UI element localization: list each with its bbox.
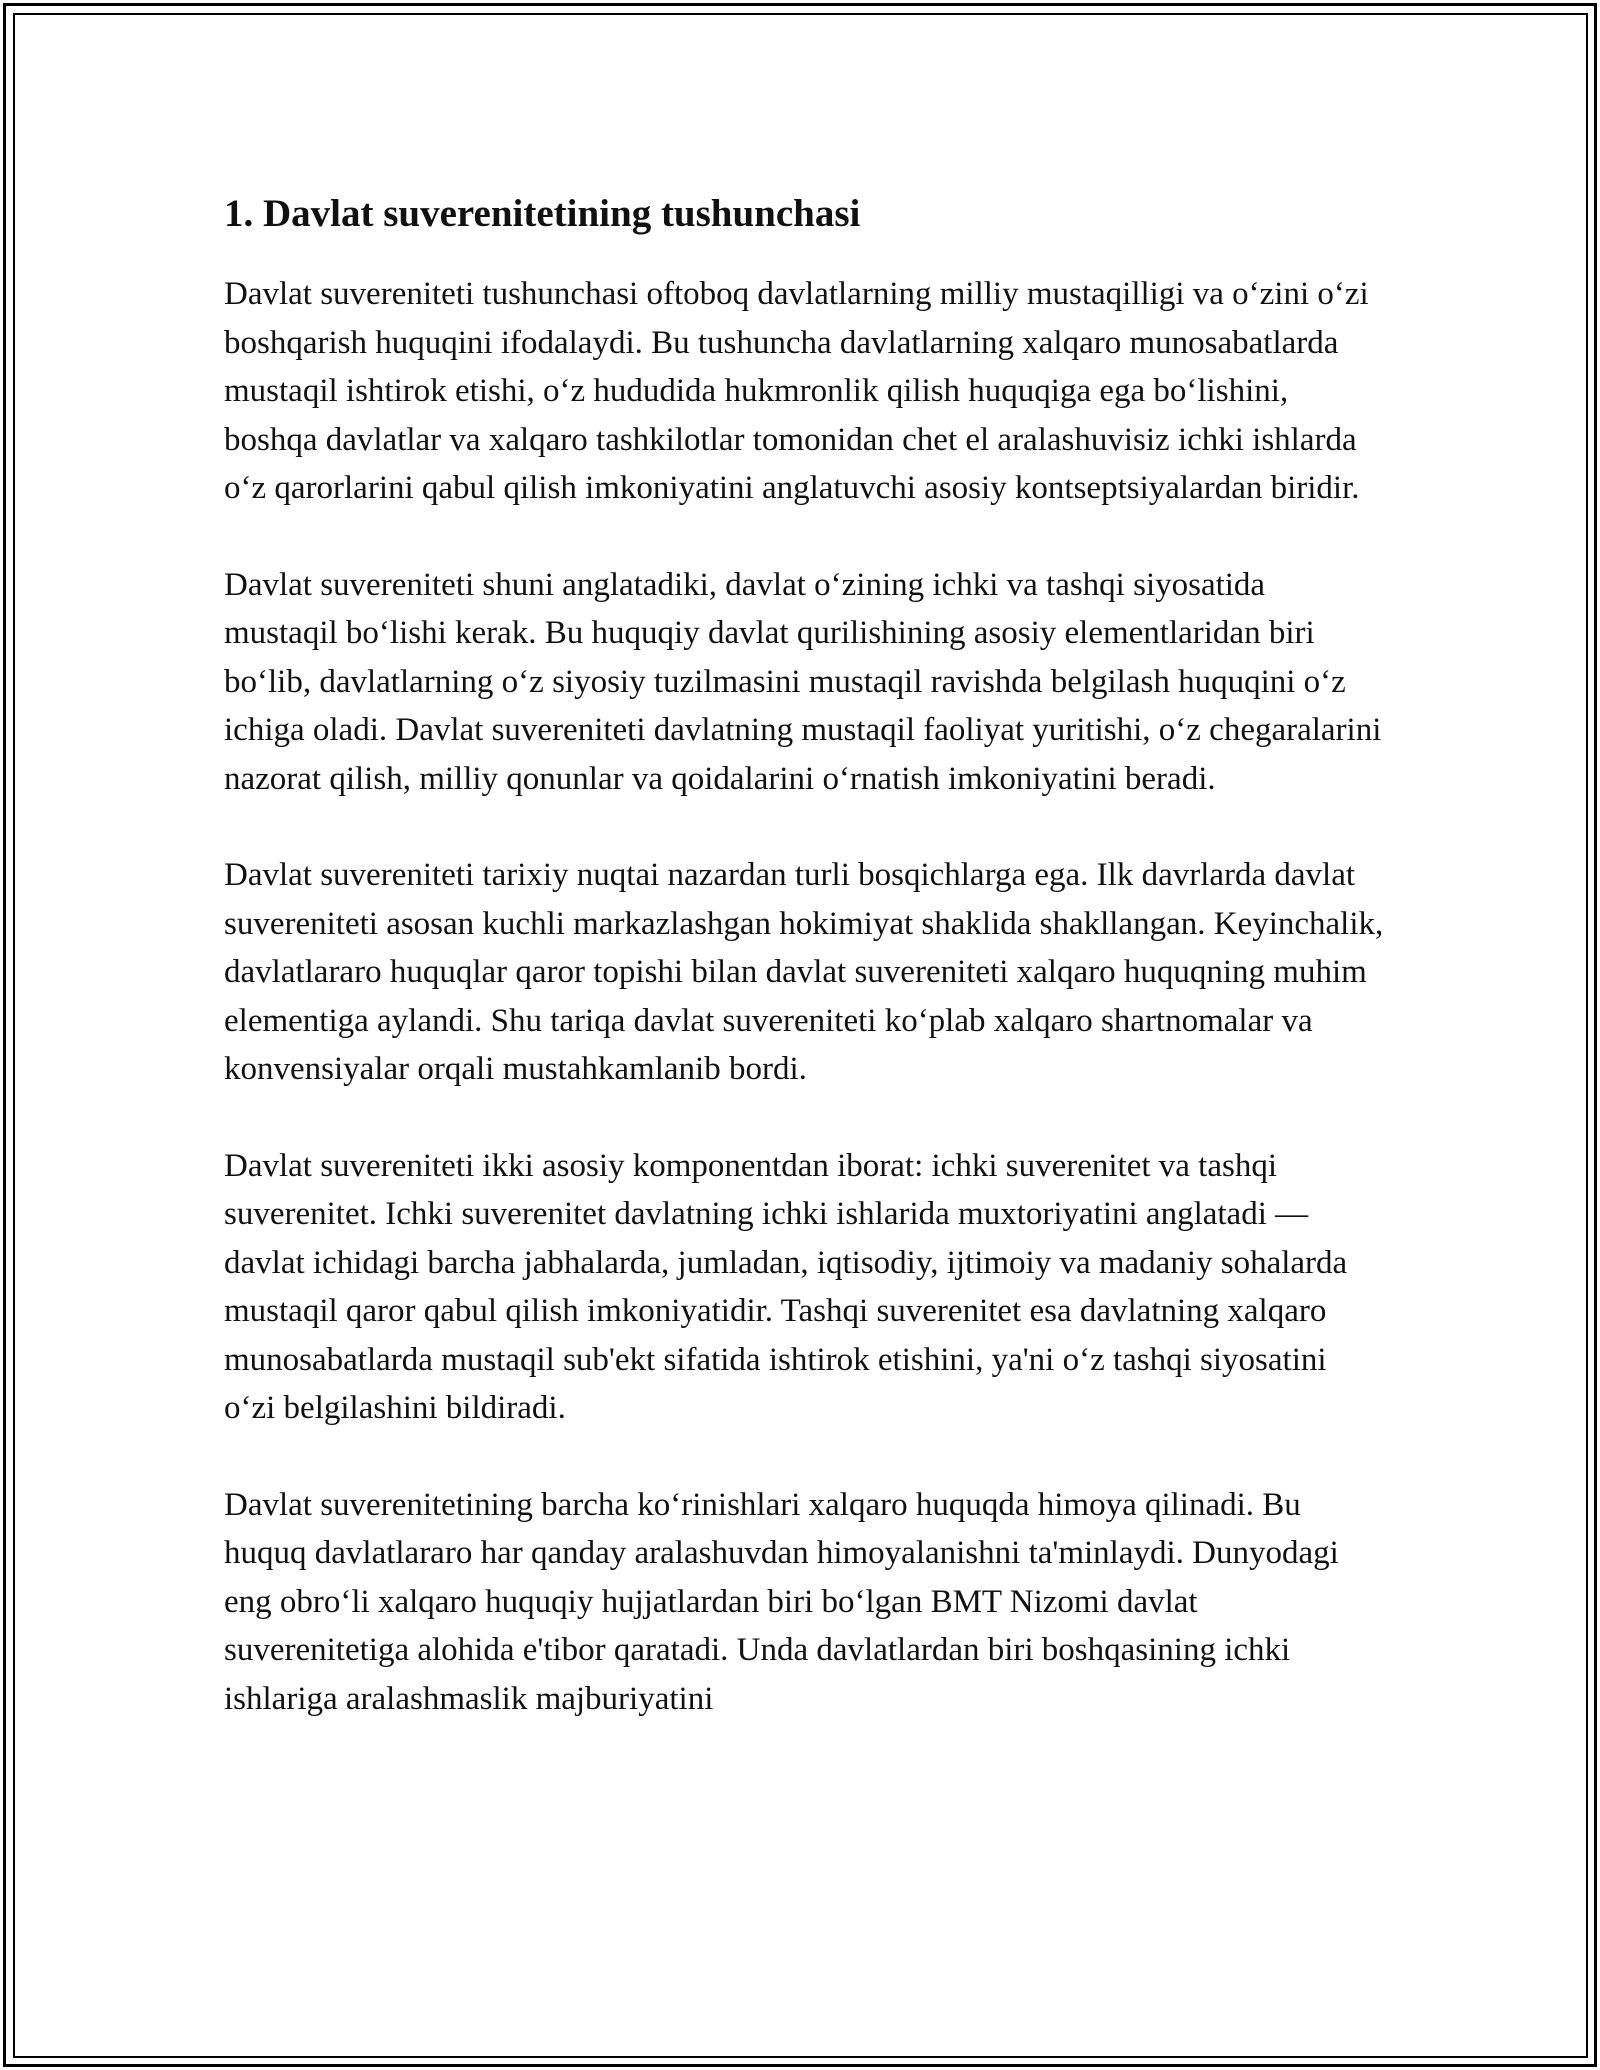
section-title: 1. Davlat suverenitetining tushunchasi: [224, 192, 861, 235]
paragraph-2: Davlat suvereniteti shuni anglatadiki, davlat o‘zining ichki va tashqi siyosatida mustaqil bo‘lishi kerak. Bu huquqiy davlat qurilishining asosiy elementlaridan biri bo‘lib, davlatlarning o‘z siyosiy tuzilmasini mustaqil ravishda belgilash huquqini o‘z ichiga oladi. Davlat suvereniteti davlatning mustaqil faoliyat yuritishi, o‘z chegaralarini nazorat qilish, milliy qonunlar va qoidalarini o‘rnatish imkoniyatini beradi.: [224, 566, 1382, 797]
paragraph-3: Davlat suvereniteti tarixiy nuqtai nazardan turli bosqichlarga ega. Ilk davrlarda davlat suvereniteti asosan kuchli markazlashgan hokimiyat shaklida shakllangan. Keyinchalik, davlatlararo huquqlar qaror topishi bilan davlat suvereniteti xalqaro huquqning muhim elementiga aylandi. Shu tariqa davlat suvereniteti ko‘plab xalqaro shartnomalar va konvensiyalar orqali mustahkamlanib bordi.: [224, 857, 1384, 1087]
paragraph-5: Davlat suverenitetining barcha ko‘rinishlari xalqaro huquqda himoya qilinadi. Bu huquq davlatlararo har qanday aralashuvdan himoyalanishni ta'minlaydi. Dunyodagi eng obro‘li xalqaro huquqiy hujjatlardan biri bo‘lgan BMT Nizomi davlat suverenitetiga alohida e'tibor qaratadi. Unda davlatlardan biri boshqasining ichki ishlariga aralashmaslik majburiyatini: [224, 1486, 1339, 1717]
document-body: [224, 180, 1384, 1771]
paragraph-4: Davlat suvereniteti ikki asosiy komponentdan iborat: ichki suverenitet va tashqi suverenitet. Ichki suverenitet davlatning ichki ishlarida muxtoriyatini anglatadi — davlat ichidagi barcha jabhalarda, jumladan, iqtisodiy, ijtimoiy va madaniy sohalarda mustaqil qaror qabul qilish imkoniyatidir. Tashqi suverenitet esa davlatning xalqaro munosabatlarda mustaqil sub'ekt sifatida ishtirok etishini, ya'ni o‘z tashqi siyosatini o‘zi belgilashini bildiradi.: [224, 1147, 1348, 1426]
paragraph-1: Davlat suvereniteti tushunchasi oftoboq davlatlarning milliy mustaqilligi va o‘zini o‘zi boshqarish huquqini ifodalaydi. Bu tushuncha davlatlarning xalqaro munosabatlarda mustaqil ishtirok etishi, o‘z hududida hukmronlik qilish huquqiga ega bo‘lishini, boshqa davlatlar va xalqaro tashkilotlar tomonidan chet el aralashuvisiz ichki ishlarda o‘z qarorlarini qabul qilish imkoniyatini anglatuvchi asosiy kontseptsiyalardan biridir.: [224, 276, 1369, 506]
